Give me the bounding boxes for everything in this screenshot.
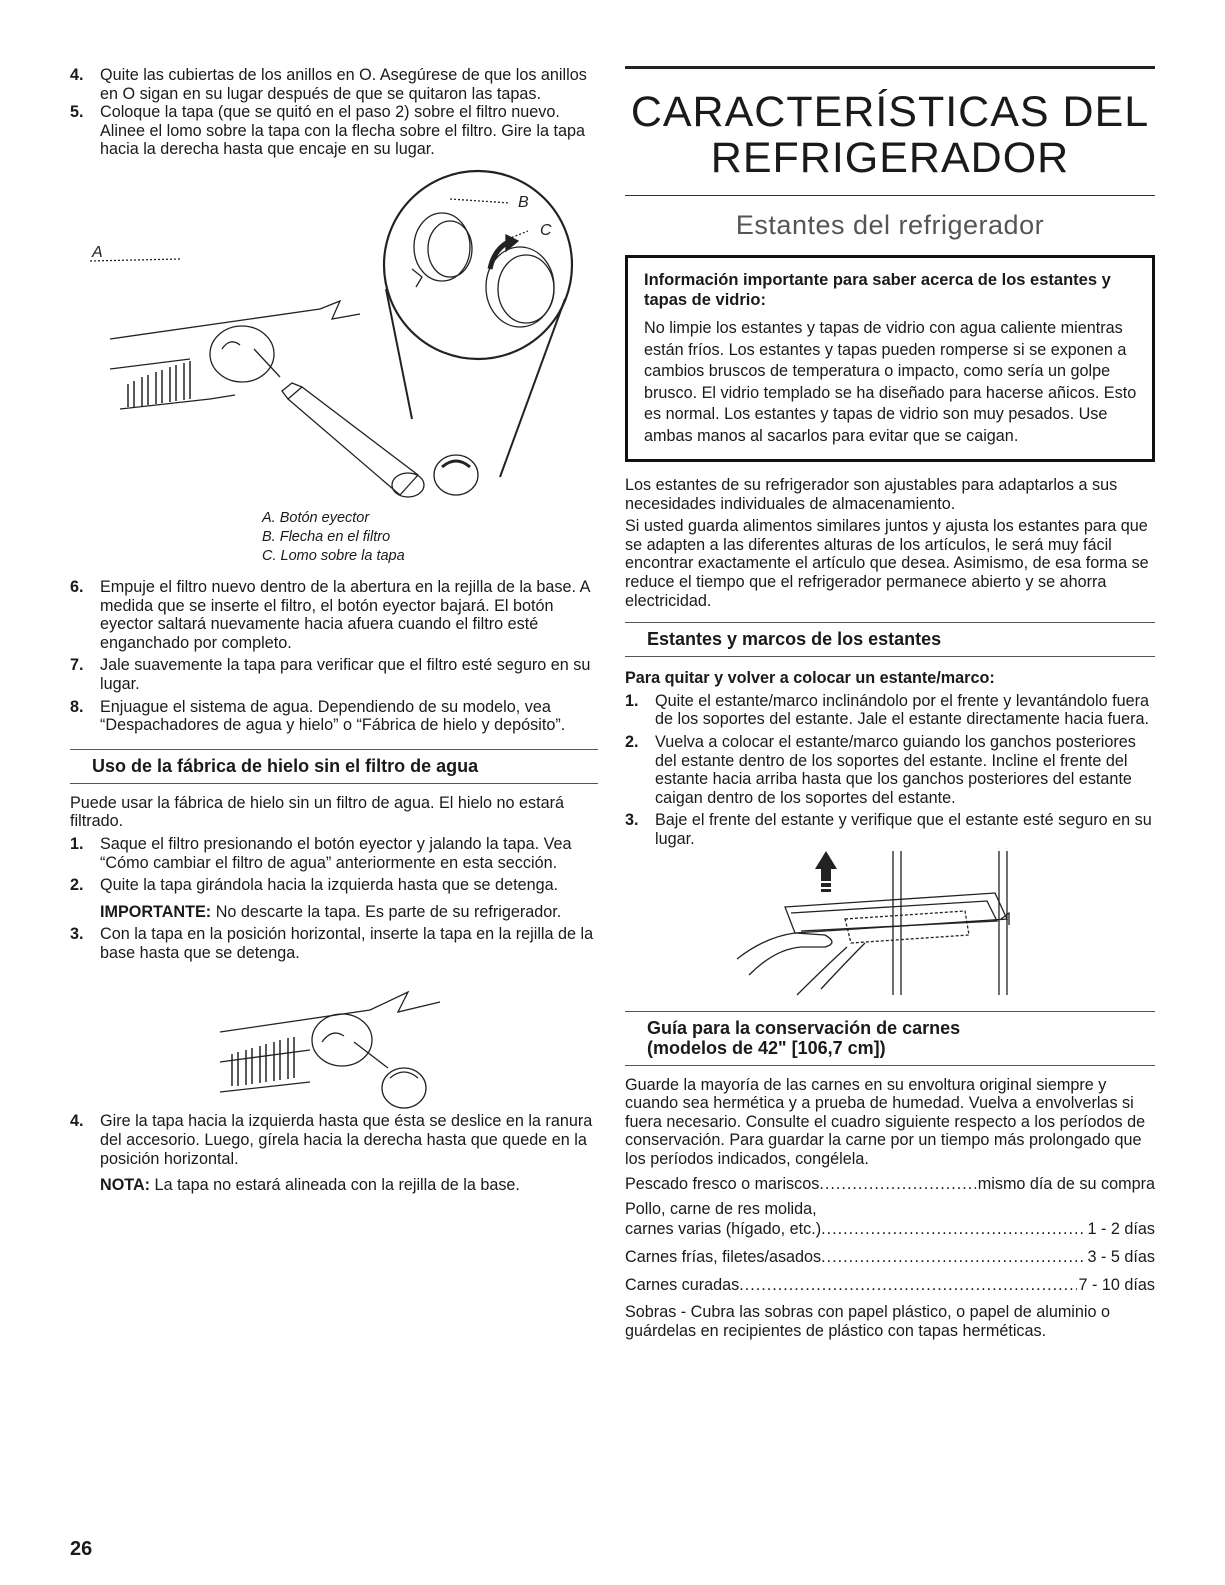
meat-table-row bbox=[625, 1275, 1155, 1295]
step-item bbox=[625, 692, 1155, 729]
figure-caption bbox=[262, 509, 598, 566]
caption-line: A. Botón eyector bbox=[262, 509, 370, 526]
step-item bbox=[70, 835, 598, 872]
step-text: Coloque la tapa (que se quitó en el paso 2) sobre el filtro nuevo. Alinee el lomo sobre la tapa con la flecha sobre el filtro. Gire la tapa hacia la derecha hasta que encaje en su lugar. bbox=[100, 103, 585, 159]
note bbox=[100, 1176, 598, 1195]
section-subtitle: Estantes del refrigerador bbox=[735, 210, 1045, 240]
important-label: IMPORTANTE: bbox=[100, 902, 212, 921]
storage-time: 1 - 2 días bbox=[1087, 1220, 1155, 1239]
step-number: 3. bbox=[625, 811, 639, 830]
step-item bbox=[70, 66, 598, 103]
caption-line: C. Lomo sobre la tapa bbox=[262, 547, 405, 564]
important-info-box bbox=[625, 255, 1155, 462]
step-text: Saque el filtro presionando el botón eyector y jalando la tapa. Vea “Cómo cambiar el filtro de agua” anteriormente en esta sección. bbox=[100, 834, 572, 872]
step-number: 3. bbox=[70, 925, 84, 944]
step-number: 5. bbox=[70, 103, 84, 122]
step-number: 7. bbox=[70, 656, 84, 675]
step-item bbox=[70, 1112, 598, 1194]
storage-time: 3 - 5 días bbox=[1087, 1248, 1155, 1267]
paragraph: Si usted guarda alimentos similares juntos y ajusta los estantes para que se adapten a las diferentes alturas de los artículos, le será muy fácil encontrar exactamente el artículo que desea. Asimismo, de esa forma se reduce el tiempo que el refrigerador permanece abierto y se ahorra electricidad. bbox=[625, 517, 1149, 610]
figure-label-b: B bbox=[518, 193, 529, 211]
left-column bbox=[70, 66, 598, 1195]
step-number: 2. bbox=[70, 876, 84, 895]
step-text: Empuje el filtro nuevo dentro de la abertura en la rejilla de la base. A medida que se inserte el filtro, el botón eyector bajará. El botón eyector saltará nuevamente hacia afuera cuando el filtro esté enganchado por completo. bbox=[100, 577, 590, 652]
step-item bbox=[70, 925, 598, 962]
step-item bbox=[70, 578, 598, 652]
section-heading: Uso de la fábrica de hielo sin el filtro de agua bbox=[70, 749, 598, 784]
step-number: 1. bbox=[70, 834, 84, 853]
heading-line: Guía para la conservación de carnes bbox=[647, 1017, 961, 1038]
meat-type: Pollo, carne de res molida, bbox=[625, 1200, 817, 1219]
step-text: Gire la tapa hacia la izquierda hasta que ésta se deslice en la ranura del accesorio. Luego, gírela hacia la derecha hasta que quede en la posición horizontal. bbox=[100, 1112, 593, 1168]
step-number: 6. bbox=[70, 577, 84, 596]
figure-label-c: C bbox=[540, 221, 552, 239]
step-item bbox=[70, 656, 598, 693]
step-text: Con la tapa en la posición horizontal, inserte la tapa en la rejilla de la base hasta que se detenga. bbox=[100, 925, 594, 962]
meat-type: Pescado fresco o mariscos bbox=[625, 1175, 820, 1194]
step-item bbox=[70, 876, 598, 921]
meat-type: Carnes frías, filetes/asados bbox=[625, 1248, 822, 1267]
step-number: 2. bbox=[625, 732, 639, 751]
right-column bbox=[625, 66, 1155, 1340]
storage-time: mismo día de su compra bbox=[977, 1175, 1155, 1194]
title-line: CARACTERÍSTICAS DEL bbox=[630, 88, 1150, 136]
paragraph: Sobras - Cubra las sobras con papel plástico, o papel de aluminio o guárdelas en recipientes de plástico con tapas herméticas. bbox=[625, 1303, 1111, 1340]
meat-type: carnes varias (hígado, etc.) bbox=[625, 1220, 822, 1239]
step-text: Quite las cubiertas de los anillos en O. Asegúrese de que los anillos en O sigan en su lugar después de que se quitaron las tapas. bbox=[100, 66, 587, 103]
step-text: Enjuague el sistema de agua. Dependiendo de su modelo, vea “Despachadores de agua y hielo” o “Fábrica de hielo y depósito”. bbox=[100, 697, 566, 735]
subheading: Para quitar y volver a colocar un estante/marco: bbox=[625, 669, 995, 688]
page-title bbox=[625, 66, 1155, 196]
step-number: 4. bbox=[70, 1112, 84, 1131]
step-item bbox=[70, 103, 598, 159]
step-text: Quite el estante/marco inclinándolo por el frente y levantándolo fuera de los soportes del estante. Jale el estante directamente hacia fuera. bbox=[655, 691, 1150, 729]
page-number: 26 bbox=[70, 1538, 93, 1560]
step-item bbox=[625, 811, 1155, 848]
step-text: Baje el frente del estante y verifique que el estante esté seguro en su lugar. bbox=[655, 811, 1152, 848]
paragraph: Los estantes de su refrigerador son ajustables para adaptarlos a sus necesidades individuales de almacenamiento. bbox=[625, 476, 1118, 513]
info-box-heading: Información importante para saber acerca de los estantes y tapas de vidrio: bbox=[644, 271, 1111, 309]
step-item bbox=[70, 698, 598, 735]
section-heading: Estantes y marcos de los estantes bbox=[625, 622, 1155, 657]
heading-line: (modelos de 42" [106,7 cm]) bbox=[647, 1037, 886, 1058]
section-intro: Puede usar la fábrica de hielo sin un filtro de agua. El hielo no estará filtrado. bbox=[70, 793, 565, 831]
note-label: NOTA: bbox=[100, 1176, 151, 1195]
meat-table-row bbox=[625, 1174, 1155, 1194]
step-item bbox=[625, 733, 1155, 807]
title-line: REFRIGERADOR bbox=[710, 134, 1070, 182]
meat-table-row bbox=[625, 1247, 1155, 1267]
step-number: 1. bbox=[625, 691, 639, 710]
meat-type: Carnes curadas bbox=[625, 1276, 740, 1295]
paragraph: Guarde la mayoría de las carnes en su envoltura original siempre y cuando sea hermética y a prueba de humedad. Vuelva a envolverlas si fuera necesario. Consulte el cuadro siguiente respecto a los períodos de conservación. Para guardar la carne por un tiempo más prolongado que los períodos indicados, congélela. bbox=[625, 1075, 1146, 1168]
note-text: La tapa no estará alineada con la rejilla de la base. bbox=[150, 1176, 520, 1195]
storage-time: 7 - 10 días bbox=[1078, 1276, 1155, 1295]
info-box-body: No limpie los estantes y tapas de vidrio con agua caliente mientras están fríos. Los estantes y tapas pueden romperse si se exponen a cambios bruscos de temperatura o impacto, como sería un golpe brusco. El vidrio templado se ha diseñado para hacerse añicos. Esto es normal. Los estantes y tapas de vidrio son muy pesados. Use ambas manos al sacarlos para evitar que se caigan. bbox=[644, 319, 1137, 445]
figure-label-a: A bbox=[92, 243, 103, 261]
step-number: 4. bbox=[70, 66, 84, 84]
cap-insert-illustration bbox=[70, 962, 598, 1112]
step-text: Quite la tapa girándola hacia la izquierda hasta que se detenga. bbox=[100, 876, 559, 895]
step-text: Vuelva a colocar el estante/marco guiando los ganchos posteriores del estante dentro de los soportes del estante. Incline el frente del estante hacia arriba hasta que los ganchos posteriores del estante caigan dentro de los soportes del estante. bbox=[655, 732, 1136, 807]
shelf-illustration bbox=[625, 849, 1155, 999]
section-heading bbox=[625, 1011, 1155, 1066]
caption-line: B. Flecha en el filtro bbox=[262, 528, 391, 545]
step-number: 8. bbox=[70, 697, 84, 716]
meat-table-row bbox=[625, 1219, 1155, 1239]
filter-install-illustration bbox=[70, 159, 598, 509]
step-text: Jale suavemente la tapa para verificar que el filtro esté seguro en su lugar. bbox=[100, 656, 591, 693]
important-text: No descarte la tapa. Es parte de su refrigerador. bbox=[211, 902, 562, 921]
important-note bbox=[100, 903, 598, 922]
